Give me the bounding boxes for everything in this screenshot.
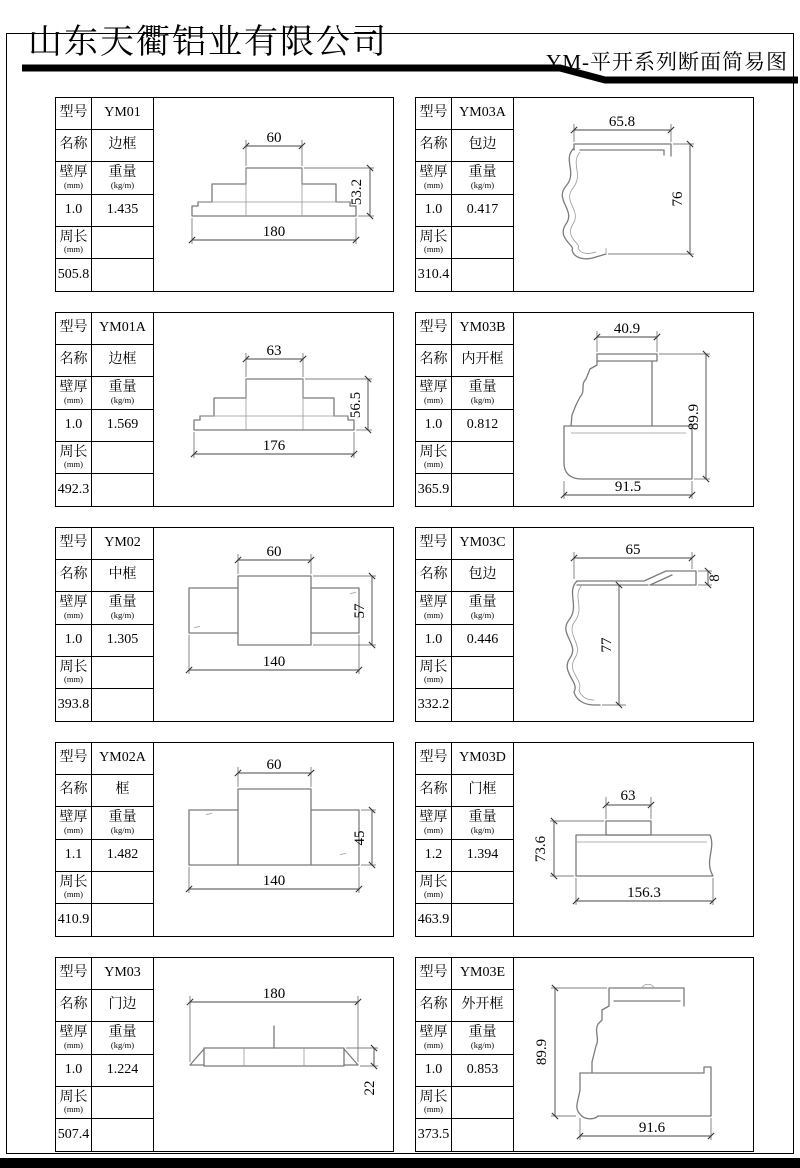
profile-outline bbox=[577, 984, 711, 1119]
profile-outline bbox=[566, 571, 696, 705]
panel-ym03e bbox=[415, 957, 754, 1152]
spec-table bbox=[56, 743, 154, 936]
model-label: 型号 bbox=[56, 743, 92, 775]
dimension-side bbox=[352, 810, 376, 865]
dim-label-top: 60 bbox=[266, 757, 282, 773]
empty-cell bbox=[452, 259, 513, 291]
dimension-top bbox=[574, 542, 692, 579]
section-drawing-ym03b bbox=[514, 313, 753, 504]
profile-outline bbox=[564, 354, 692, 479]
spec-table bbox=[416, 313, 514, 506]
wall-value: 1.0 bbox=[56, 195, 92, 227]
panel-ym03d bbox=[415, 742, 754, 937]
empty-cell bbox=[452, 872, 513, 904]
wall-label: 壁厚 (mm) bbox=[56, 162, 92, 194]
spec-table bbox=[416, 958, 514, 1151]
wall-label: 壁厚 (mm) bbox=[56, 807, 92, 839]
profile-outline bbox=[562, 144, 671, 259]
section-drawing-ym03a bbox=[514, 98, 753, 289]
dim-label-side: 45 bbox=[352, 830, 368, 846]
wall-label: 壁厚 (mm) bbox=[416, 807, 452, 839]
spec-table bbox=[416, 743, 514, 936]
dim-label-side: 53.2 bbox=[349, 178, 365, 206]
perimeter-value: 507.4 bbox=[56, 1119, 92, 1151]
name-label: 名称 bbox=[416, 345, 452, 377]
weight-label: 重量 (kg/m) bbox=[92, 1022, 153, 1054]
dimension-bottom bbox=[576, 878, 713, 905]
perimeter-label: 周长 (mm) bbox=[56, 442, 92, 474]
wall-label: 壁厚 (mm) bbox=[416, 592, 452, 624]
dimension-side bbox=[698, 571, 723, 585]
spec-table bbox=[56, 98, 154, 291]
dim-label-top: 63 bbox=[620, 788, 636, 804]
wall-value: 1.0 bbox=[416, 1055, 452, 1087]
weight-label: 重量 (kg/m) bbox=[452, 592, 513, 624]
wall-label: 壁厚 (mm) bbox=[416, 377, 452, 409]
panel-ym01a bbox=[55, 312, 394, 507]
dim-label-side: 56.5 bbox=[348, 391, 364, 419]
profile-outline bbox=[192, 168, 356, 216]
empty-cell bbox=[92, 227, 153, 259]
weight-value: 1.482 bbox=[92, 840, 153, 872]
name-value: 包边 bbox=[452, 130, 513, 162]
model-value: YM02 bbox=[92, 528, 153, 560]
empty-cell bbox=[92, 872, 153, 904]
profile-outline bbox=[190, 1026, 358, 1066]
weight-label: 重量 (kg/m) bbox=[452, 1022, 513, 1054]
dim-label-top: 60 bbox=[266, 130, 282, 146]
weight-label: 重量 (kg/m) bbox=[452, 807, 513, 839]
wall-value: 1.0 bbox=[56, 1055, 92, 1087]
perimeter-value: 463.9 bbox=[416, 904, 452, 936]
empty-cell bbox=[92, 259, 153, 291]
empty-cell bbox=[92, 442, 153, 474]
dimension-top bbox=[238, 544, 311, 574]
weight-label: 重量 (kg/m) bbox=[92, 377, 153, 409]
section-drawing-ym03e bbox=[514, 958, 753, 1149]
wall-value: 1.2 bbox=[416, 840, 452, 872]
name-label: 名称 bbox=[416, 560, 452, 592]
model-label: 型号 bbox=[56, 313, 92, 345]
dim-label-top: 180 bbox=[262, 986, 286, 1002]
dimension-mid bbox=[599, 585, 626, 705]
dimension-bottom bbox=[194, 432, 354, 458]
wall-label: 壁厚 (mm) bbox=[416, 162, 452, 194]
section-drawing-ym03c bbox=[514, 528, 753, 719]
wall-value: 1.0 bbox=[416, 410, 452, 442]
weight-label: 重量 (kg/m) bbox=[92, 592, 153, 624]
wall-value: 1.0 bbox=[416, 195, 452, 227]
panel-ym03c bbox=[415, 527, 754, 722]
name-value: 框 bbox=[92, 775, 153, 807]
model-value: YM03B bbox=[452, 313, 513, 345]
dimension-side bbox=[305, 379, 372, 430]
section-drawing-ym03 bbox=[154, 958, 393, 1149]
wall-label: 壁厚 (mm) bbox=[56, 1022, 92, 1054]
empty-cell bbox=[452, 1119, 513, 1151]
name-label: 名称 bbox=[416, 130, 452, 162]
perimeter-label: 周长 (mm) bbox=[56, 657, 92, 689]
name-value: 门边 bbox=[92, 990, 153, 1022]
empty-cell bbox=[452, 1087, 513, 1119]
model-label: 型号 bbox=[56, 528, 92, 560]
name-label: 名称 bbox=[56, 775, 92, 807]
dimension-side bbox=[659, 354, 710, 479]
perimeter-label: 周长 (mm) bbox=[416, 442, 452, 474]
dim-label-bottom: 140 bbox=[262, 873, 286, 889]
section-drawing-ym02 bbox=[154, 528, 393, 719]
dimension-top bbox=[246, 343, 303, 377]
dimension-top bbox=[574, 114, 671, 142]
perimeter-label: 周长 (mm) bbox=[416, 1087, 452, 1119]
perimeter-label: 周长 (mm) bbox=[416, 657, 452, 689]
profile-outline bbox=[189, 576, 359, 645]
wall-value: 1.0 bbox=[416, 625, 452, 657]
perimeter-value: 373.5 bbox=[416, 1119, 452, 1151]
model-value: YM01 bbox=[92, 98, 153, 130]
dim-label-side: 22 bbox=[362, 1080, 378, 1096]
model-label: 型号 bbox=[416, 98, 452, 130]
weight-label: 重量 (kg/m) bbox=[452, 162, 513, 194]
dim-label-side: 89.9 bbox=[686, 403, 702, 431]
spec-table bbox=[56, 313, 154, 506]
dim-label-side: 76 bbox=[670, 191, 686, 207]
model-value: YM01A bbox=[92, 313, 153, 345]
dimension-side bbox=[608, 144, 694, 254]
model-label: 型号 bbox=[56, 958, 92, 990]
dimension-side bbox=[313, 576, 376, 645]
panel-ym02 bbox=[55, 527, 394, 722]
model-value: YM03D bbox=[452, 743, 513, 775]
wall-label: 壁厚 (mm) bbox=[416, 1022, 452, 1054]
dim-label-bottom: 91.6 bbox=[638, 1120, 666, 1136]
weight-value: 0.446 bbox=[452, 625, 513, 657]
dim-label-side: 8 bbox=[707, 574, 723, 582]
wall-value: 1.0 bbox=[56, 410, 92, 442]
company-title: 山东天衢铝业有限公司 bbox=[28, 24, 388, 61]
empty-cell bbox=[452, 442, 513, 474]
perimeter-value: 505.8 bbox=[56, 259, 92, 291]
panel-ym01 bbox=[55, 97, 394, 292]
name-label: 名称 bbox=[416, 990, 452, 1022]
model-label: 型号 bbox=[56, 98, 92, 130]
empty-cell bbox=[92, 1087, 153, 1119]
wall-value: 1.1 bbox=[56, 840, 92, 872]
dimension-bottom bbox=[192, 218, 356, 244]
weight-label: 重量 (kg/m) bbox=[452, 377, 513, 409]
dimension-side bbox=[346, 1048, 378, 1096]
dimension-top bbox=[606, 788, 651, 819]
name-label: 名称 bbox=[416, 775, 452, 807]
spec-table bbox=[416, 528, 514, 721]
perimeter-label: 周长 (mm) bbox=[416, 872, 452, 904]
weight-label: 重量 (kg/m) bbox=[92, 162, 153, 194]
dim-label-top: 40.9 bbox=[613, 321, 641, 337]
section-drawing-ym03d bbox=[514, 743, 753, 934]
dimension-bottom bbox=[189, 867, 359, 893]
name-label: 名称 bbox=[56, 345, 92, 377]
dimension-side bbox=[304, 168, 374, 216]
name-value: 边框 bbox=[92, 130, 153, 162]
dimension-top bbox=[597, 321, 657, 352]
profile-outline bbox=[576, 821, 713, 876]
dim-label-side: 89.9 bbox=[534, 1038, 550, 1066]
perimeter-label: 周长 (mm) bbox=[416, 227, 452, 259]
name-label: 名称 bbox=[56, 990, 92, 1022]
dim-label-bottom: 180 bbox=[262, 224, 286, 240]
empty-cell bbox=[92, 1119, 153, 1151]
dim-label-mid: 77 bbox=[599, 637, 615, 653]
weight-value: 0.812 bbox=[452, 410, 513, 442]
weight-value: 0.417 bbox=[452, 195, 513, 227]
profile-outline bbox=[194, 379, 354, 430]
dim-label-top: 65 bbox=[625, 542, 641, 558]
perimeter-value: 310.4 bbox=[416, 259, 452, 291]
weight-value: 1.435 bbox=[92, 195, 153, 227]
model-value: YM03A bbox=[452, 98, 513, 130]
dimension-bottom bbox=[580, 1118, 711, 1140]
empty-cell bbox=[92, 904, 153, 936]
dimension-side bbox=[533, 821, 604, 876]
panel-ym03 bbox=[55, 957, 394, 1152]
dim-label-bottom: 156.3 bbox=[627, 885, 661, 901]
perimeter-value: 393.8 bbox=[56, 689, 92, 721]
perimeter-value: 492.3 bbox=[56, 474, 92, 506]
panel-ym02a bbox=[55, 742, 394, 937]
model-label: 型号 bbox=[416, 743, 452, 775]
spec-table bbox=[56, 958, 154, 1151]
name-label: 名称 bbox=[56, 560, 92, 592]
dim-label-side: 73.6 bbox=[533, 835, 549, 863]
dimension-bottom bbox=[189, 635, 359, 674]
weight-label: 重量 (kg/m) bbox=[92, 807, 153, 839]
name-value: 内开框 bbox=[452, 345, 513, 377]
empty-cell bbox=[452, 657, 513, 689]
name-value: 包边 bbox=[452, 560, 513, 592]
dim-label-bottom: 140 bbox=[262, 654, 286, 670]
model-label: 型号 bbox=[416, 528, 452, 560]
profile-outline bbox=[189, 789, 359, 865]
name-value: 外开框 bbox=[452, 990, 513, 1022]
weight-value: 1.394 bbox=[452, 840, 513, 872]
dim-label-bottom: 176 bbox=[262, 438, 286, 454]
model-value: YM02A bbox=[92, 743, 153, 775]
model-value: YM03 bbox=[92, 958, 153, 990]
section-drawing-ym01 bbox=[154, 98, 393, 289]
spec-table bbox=[416, 98, 514, 291]
wall-label: 壁厚 (mm) bbox=[56, 592, 92, 624]
dimension-top bbox=[238, 757, 311, 787]
name-value: 门框 bbox=[452, 775, 513, 807]
model-value: YM03C bbox=[452, 528, 513, 560]
page-bottom-bar bbox=[0, 1158, 800, 1168]
empty-cell bbox=[92, 657, 153, 689]
dim-label-top: 60 bbox=[266, 544, 282, 560]
weight-value: 1.305 bbox=[92, 625, 153, 657]
series-title: YM-平开系列断面简易图 bbox=[546, 50, 788, 74]
section-drawing-ym02a bbox=[154, 743, 393, 934]
dimension-top bbox=[246, 130, 302, 166]
dim-label-top: 63 bbox=[266, 343, 282, 359]
empty-cell bbox=[92, 474, 153, 506]
spec-table bbox=[56, 528, 154, 721]
empty-cell bbox=[452, 474, 513, 506]
model-label: 型号 bbox=[416, 958, 452, 990]
weight-value: 1.224 bbox=[92, 1055, 153, 1087]
empty-cell bbox=[452, 689, 513, 721]
empty-cell bbox=[452, 227, 513, 259]
panel-ym03b bbox=[415, 312, 754, 507]
empty-cell bbox=[452, 904, 513, 936]
perimeter-value: 365.9 bbox=[416, 474, 452, 506]
name-value: 中框 bbox=[92, 560, 153, 592]
dim-label-bottom: 91.5 bbox=[614, 479, 642, 495]
dimension-side bbox=[534, 988, 607, 1116]
weight-value: 0.853 bbox=[452, 1055, 513, 1087]
wall-value: 1.0 bbox=[56, 625, 92, 657]
weight-value: 1.569 bbox=[92, 410, 153, 442]
perimeter-label: 周长 (mm) bbox=[56, 227, 92, 259]
perimeter-label: 周长 (mm) bbox=[56, 872, 92, 904]
model-label: 型号 bbox=[416, 313, 452, 345]
model-value: YM03E bbox=[452, 958, 513, 990]
dimension-bottom bbox=[564, 479, 692, 499]
dimension-top bbox=[190, 986, 358, 1062]
perimeter-value: 332.2 bbox=[416, 689, 452, 721]
empty-cell bbox=[92, 689, 153, 721]
panel-ym03a bbox=[415, 97, 754, 292]
name-label: 名称 bbox=[56, 130, 92, 162]
section-drawing-ym01a bbox=[154, 313, 393, 504]
perimeter-value: 410.9 bbox=[56, 904, 92, 936]
dim-label-side: 57 bbox=[352, 603, 368, 619]
wall-label: 壁厚 (mm) bbox=[56, 377, 92, 409]
name-value: 边框 bbox=[92, 345, 153, 377]
perimeter-label: 周长 (mm) bbox=[56, 1087, 92, 1119]
dim-label-top: 65.8 bbox=[608, 114, 636, 130]
